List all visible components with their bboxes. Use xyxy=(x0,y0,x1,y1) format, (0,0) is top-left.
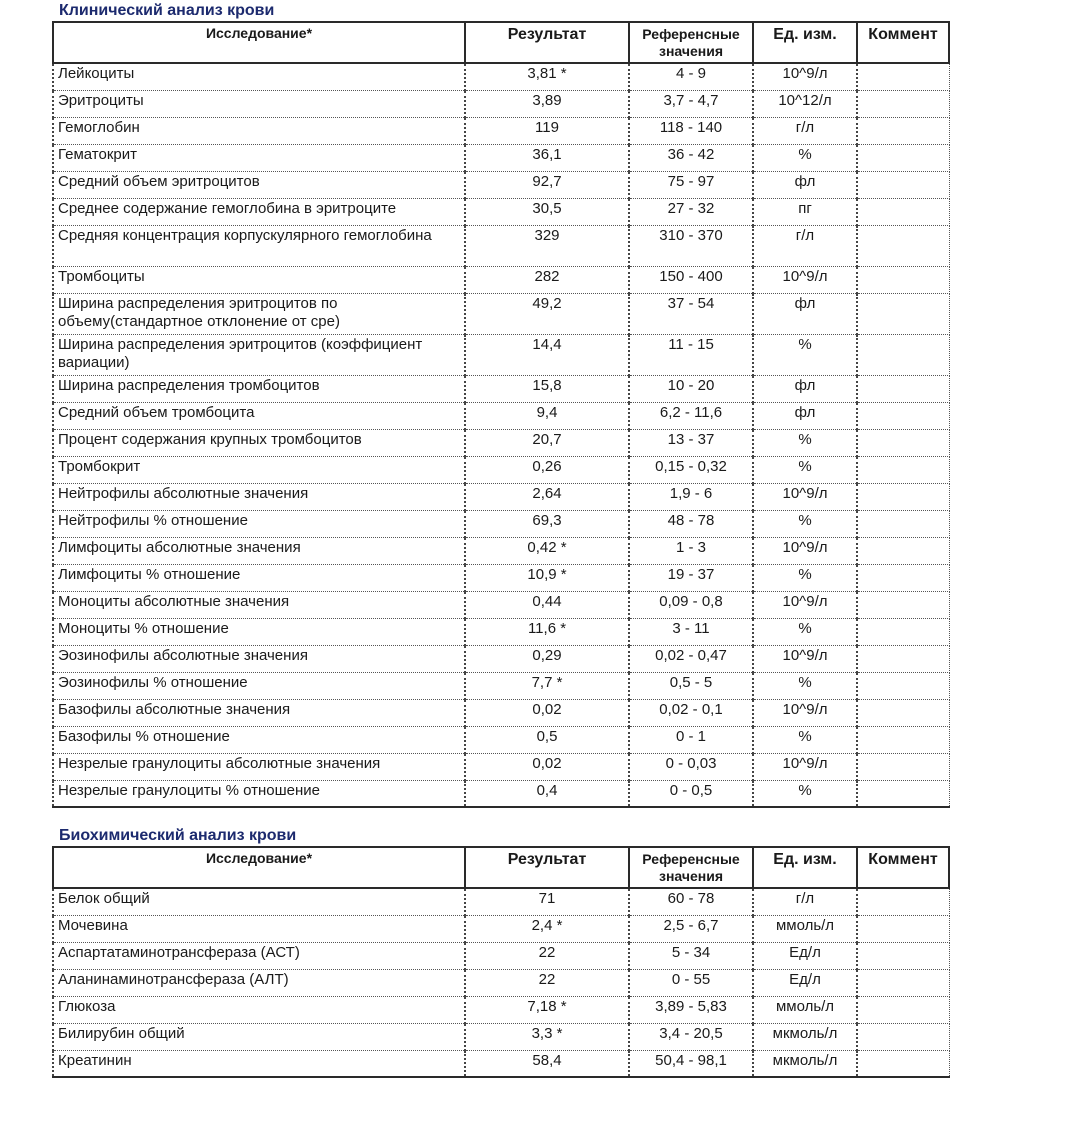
test-name: Лимфоциты абсолютные значения xyxy=(53,537,465,564)
comment-cell xyxy=(857,1023,949,1050)
reference-range: 2,5 - 6,7 xyxy=(629,915,753,942)
table-row xyxy=(53,564,949,591)
reference-range: 27 - 32 xyxy=(629,198,753,225)
unit-value: мкмоль/л xyxy=(753,1023,857,1050)
comment-cell xyxy=(857,969,949,996)
unit-value: 10^9/л xyxy=(753,266,857,293)
result-value: 0,29 xyxy=(465,645,629,672)
unit-value: % xyxy=(753,564,857,591)
comment-cell xyxy=(857,90,949,117)
result-value: 14,4 xyxy=(465,334,629,375)
reference-range: 10 - 20 xyxy=(629,375,753,402)
result-value: 329 xyxy=(465,225,629,266)
reference-range: 37 - 54 xyxy=(629,293,753,334)
reference-range: 0,5 - 5 xyxy=(629,672,753,699)
table-row xyxy=(53,334,949,375)
reference-range: 1,9 - 6 xyxy=(629,483,753,510)
header-study: Исследование* xyxy=(53,22,465,63)
test-name: Моноциты абсолютные значения xyxy=(53,591,465,618)
unit-value: 10^12/л xyxy=(753,90,857,117)
result-value: 10,9 * xyxy=(465,564,629,591)
unit-value: 10^9/л xyxy=(753,645,857,672)
table-row xyxy=(53,591,949,618)
table-row xyxy=(53,915,949,942)
result-value: 119 xyxy=(465,117,629,144)
test-name: Мочевина xyxy=(53,915,465,942)
comment-cell xyxy=(857,402,949,429)
table-row xyxy=(53,483,949,510)
comment-cell xyxy=(857,63,949,90)
table-row xyxy=(53,780,949,807)
table-row xyxy=(53,942,949,969)
comment-cell xyxy=(857,456,949,483)
comment-cell xyxy=(857,942,949,969)
table-row xyxy=(53,726,949,753)
result-value: 22 xyxy=(465,942,629,969)
comment-cell xyxy=(857,591,949,618)
table-row xyxy=(53,117,949,144)
comment-cell xyxy=(857,510,949,537)
test-name: Базофилы % отношение xyxy=(53,726,465,753)
reference-range: 3,7 - 4,7 xyxy=(629,90,753,117)
reference-range: 48 - 78 xyxy=(629,510,753,537)
table-row xyxy=(53,645,949,672)
test-name: Лимфоциты % отношение xyxy=(53,564,465,591)
header-study: Исследование* xyxy=(53,847,465,888)
reference-range: 0,09 - 0,8 xyxy=(629,591,753,618)
result-value: 20,7 xyxy=(465,429,629,456)
result-value: 2,4 * xyxy=(465,915,629,942)
reference-range: 6,2 - 11,6 xyxy=(629,402,753,429)
test-name: Ширина распределения эритроцитов по объему(стандартное отклонение от сре) xyxy=(53,293,465,334)
result-value: 0,5 xyxy=(465,726,629,753)
unit-value: Ед/л xyxy=(753,942,857,969)
unit-value: ммоль/л xyxy=(753,996,857,1023)
table-row xyxy=(53,969,949,996)
table-row xyxy=(53,90,949,117)
reference-range: 5 - 34 xyxy=(629,942,753,969)
test-name: Тромбокрит xyxy=(53,456,465,483)
test-name: Средний объем тромбоцита xyxy=(53,402,465,429)
unit-value: фл xyxy=(753,171,857,198)
unit-value: фл xyxy=(753,402,857,429)
unit-value: г/л xyxy=(753,888,857,915)
reference-range: 50,4 - 98,1 xyxy=(629,1050,753,1077)
result-value: 15,8 xyxy=(465,375,629,402)
table-row xyxy=(53,293,949,334)
test-name: Глюкоза xyxy=(53,996,465,1023)
test-name: Аспартатаминотрансфераза (АСТ) xyxy=(53,942,465,969)
reference-range: 13 - 37 xyxy=(629,429,753,456)
test-name: Аланинаминотрансфераза (АЛТ) xyxy=(53,969,465,996)
comment-cell xyxy=(857,266,949,293)
reference-range: 3 - 11 xyxy=(629,618,753,645)
unit-value: % xyxy=(753,726,857,753)
header-unit: Ед. изм. xyxy=(753,22,857,63)
test-name: Нейтрофилы % отношение xyxy=(53,510,465,537)
table-row xyxy=(53,456,949,483)
unit-value: 10^9/л xyxy=(753,63,857,90)
reference-range: 3,89 - 5,83 xyxy=(629,996,753,1023)
comment-cell xyxy=(857,483,949,510)
unit-value: пг xyxy=(753,198,857,225)
test-name: Незрелые гранулоциты % отношение xyxy=(53,780,465,807)
comment-cell xyxy=(857,699,949,726)
unit-value: 10^9/л xyxy=(753,699,857,726)
reference-range: 310 - 370 xyxy=(629,225,753,266)
table-row xyxy=(53,753,949,780)
unit-value: 10^9/л xyxy=(753,483,857,510)
unit-value: % xyxy=(753,144,857,171)
bio-section-title: Биохимический анализ крови xyxy=(59,827,297,844)
table-row xyxy=(53,888,949,915)
result-value: 3,81 * xyxy=(465,63,629,90)
table-row xyxy=(53,618,949,645)
comment-cell xyxy=(857,672,949,699)
test-name: Белок общий xyxy=(53,888,465,915)
header-result: Результат xyxy=(465,22,629,63)
comment-cell xyxy=(857,780,949,807)
reference-range: 1 - 3 xyxy=(629,537,753,564)
comment-cell xyxy=(857,726,949,753)
table-row xyxy=(53,63,949,90)
unit-value: ммоль/л xyxy=(753,915,857,942)
test-name: Ширина распределения эритроцитов (коэффициент вариации) xyxy=(53,334,465,375)
result-value: 49,2 xyxy=(465,293,629,334)
test-name: Моноциты % отношение xyxy=(53,618,465,645)
comment-cell xyxy=(857,293,949,334)
result-value: 0,02 xyxy=(465,753,629,780)
test-name: Эритроциты xyxy=(53,90,465,117)
reference-range: 150 - 400 xyxy=(629,266,753,293)
unit-value: 10^9/л xyxy=(753,753,857,780)
reference-range: 11 - 15 xyxy=(629,334,753,375)
header-reference: Референсные значения xyxy=(629,847,753,888)
result-value: 92,7 xyxy=(465,171,629,198)
header-reference: Референсные значения xyxy=(629,22,753,63)
comment-cell xyxy=(857,1050,949,1077)
reference-range: 19 - 37 xyxy=(629,564,753,591)
test-name: Билирубин общий xyxy=(53,1023,465,1050)
result-value: 30,5 xyxy=(465,198,629,225)
comment-cell xyxy=(857,375,949,402)
result-value: 22 xyxy=(465,969,629,996)
test-name: Ширина распределения тромбоцитов xyxy=(53,375,465,402)
test-name: Средний объем эритроцитов xyxy=(53,171,465,198)
test-name: Незрелые гранулоциты абсолютные значения xyxy=(53,753,465,780)
test-name: Среднее содержание гемоглобина в эритроците xyxy=(53,198,465,225)
comment-cell xyxy=(857,564,949,591)
table-row xyxy=(53,171,949,198)
header-result: Результат xyxy=(465,847,629,888)
reference-range: 75 - 97 xyxy=(629,171,753,198)
result-value: 11,6 * xyxy=(465,618,629,645)
test-name: Лейкоциты xyxy=(53,63,465,90)
result-value: 0,4 xyxy=(465,780,629,807)
comment-cell xyxy=(857,645,949,672)
result-value: 2,64 xyxy=(465,483,629,510)
result-value: 58,4 xyxy=(465,1050,629,1077)
reference-range: 60 - 78 xyxy=(629,888,753,915)
result-value: 36,1 xyxy=(465,144,629,171)
comment-cell xyxy=(857,915,949,942)
result-value: 7,18 * xyxy=(465,996,629,1023)
unit-value: % xyxy=(753,456,857,483)
result-value: 0,42 * xyxy=(465,537,629,564)
test-name: Гемоглобин xyxy=(53,117,465,144)
reference-range: 0,15 - 0,32 xyxy=(629,456,753,483)
header-comment: Коммент xyxy=(857,22,949,63)
test-name: Эозинофилы % отношение xyxy=(53,672,465,699)
comment-cell xyxy=(857,753,949,780)
comment-cell xyxy=(857,225,949,266)
result-value: 0,44 xyxy=(465,591,629,618)
test-name: Средняя концентрация корпускулярного гемоглобина xyxy=(53,225,465,266)
table-row xyxy=(53,198,949,225)
table-row xyxy=(53,266,949,293)
test-name: Гематокрит xyxy=(53,144,465,171)
table-row xyxy=(53,537,949,564)
comment-cell xyxy=(857,888,949,915)
bio-results-table xyxy=(52,846,950,1078)
table-row xyxy=(53,429,949,456)
reference-range: 0 - 0,03 xyxy=(629,753,753,780)
table-row xyxy=(53,225,949,266)
reference-range: 0,02 - 0,1 xyxy=(629,699,753,726)
test-name: Тромбоциты xyxy=(53,266,465,293)
table-row xyxy=(53,402,949,429)
reference-range: 0,02 - 0,47 xyxy=(629,645,753,672)
comment-cell xyxy=(857,171,949,198)
result-value: 9,4 xyxy=(465,402,629,429)
table-row xyxy=(53,144,949,171)
result-value: 0,26 xyxy=(465,456,629,483)
comment-cell xyxy=(857,144,949,171)
result-value: 7,7 * xyxy=(465,672,629,699)
header-unit: Ед. изм. xyxy=(753,847,857,888)
result-value: 0,02 xyxy=(465,699,629,726)
table-row xyxy=(53,699,949,726)
unit-value: 10^9/л xyxy=(753,591,857,618)
result-value: 3,3 * xyxy=(465,1023,629,1050)
unit-value: 10^9/л xyxy=(753,537,857,564)
cbc-section-title: Клинический анализ крови xyxy=(59,2,275,19)
comment-cell xyxy=(857,334,949,375)
comment-cell xyxy=(857,618,949,645)
comment-cell xyxy=(857,429,949,456)
test-name: Креатинин xyxy=(53,1050,465,1077)
test-name: Базофилы абсолютные значения xyxy=(53,699,465,726)
comment-cell xyxy=(857,198,949,225)
test-name: Процент содержания крупных тромбоцитов xyxy=(53,429,465,456)
comment-cell xyxy=(857,117,949,144)
table-row xyxy=(53,1050,949,1077)
reference-range: 118 - 140 xyxy=(629,117,753,144)
unit-value: % xyxy=(753,780,857,807)
result-value: 71 xyxy=(465,888,629,915)
unit-value: % xyxy=(753,618,857,645)
reference-range: 0 - 1 xyxy=(629,726,753,753)
unit-value: % xyxy=(753,429,857,456)
comment-cell xyxy=(857,996,949,1023)
table-row xyxy=(53,996,949,1023)
unit-value: % xyxy=(753,510,857,537)
reference-range: 3,4 - 20,5 xyxy=(629,1023,753,1050)
unit-value: г/л xyxy=(753,225,857,266)
unit-value: % xyxy=(753,672,857,699)
reference-range: 36 - 42 xyxy=(629,144,753,171)
header-comment: Коммент xyxy=(857,847,949,888)
result-value: 282 xyxy=(465,266,629,293)
test-name: Нейтрофилы абсолютные значения xyxy=(53,483,465,510)
cbc-results-table xyxy=(52,21,950,808)
result-value: 3,89 xyxy=(465,90,629,117)
table-row xyxy=(53,672,949,699)
reference-range: 4 - 9 xyxy=(629,63,753,90)
unit-value: фл xyxy=(753,293,857,334)
reference-range: 0 - 0,5 xyxy=(629,780,753,807)
test-name: Эозинофилы абсолютные значения xyxy=(53,645,465,672)
table-row xyxy=(53,510,949,537)
table-row xyxy=(53,1023,949,1050)
unit-value: фл xyxy=(753,375,857,402)
result-value: 69,3 xyxy=(465,510,629,537)
reference-range: 0 - 55 xyxy=(629,969,753,996)
table-row xyxy=(53,375,949,402)
unit-value: % xyxy=(753,334,857,375)
unit-value: г/л xyxy=(753,117,857,144)
unit-value: мкмоль/л xyxy=(753,1050,857,1077)
unit-value: Ед/л xyxy=(753,969,857,996)
comment-cell xyxy=(857,537,949,564)
